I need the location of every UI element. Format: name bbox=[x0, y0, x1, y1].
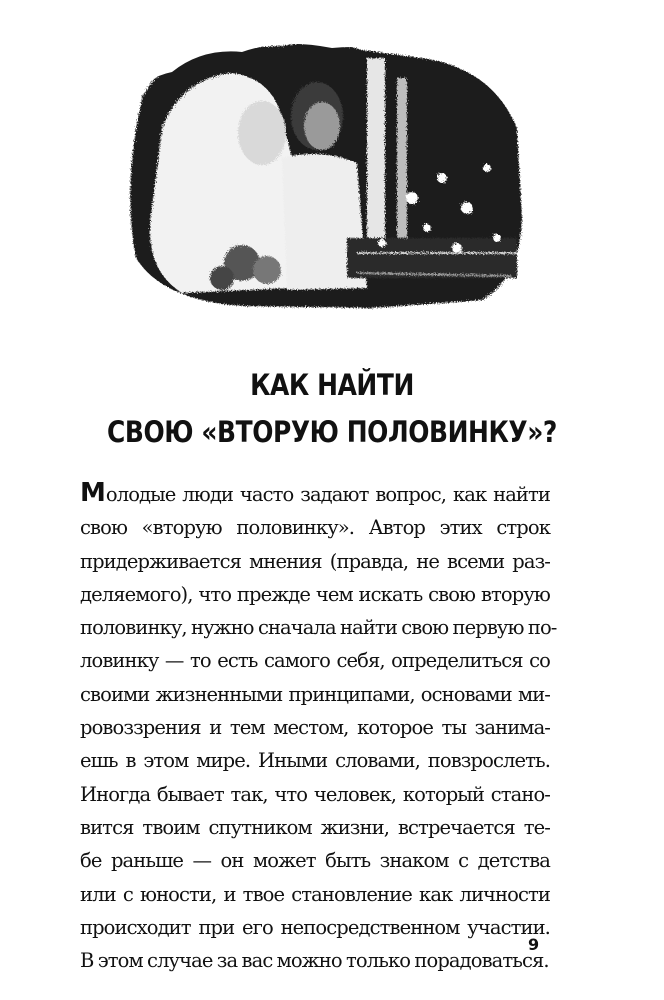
text-line-10: Иногда бывает так, что человек, который стано- bbox=[80, 782, 550, 806]
text-line-14: происходит при его непосредственном участии. bbox=[80, 915, 550, 939]
chapter-title bbox=[46, 362, 617, 456]
text-line-7: своими жизненными принципами, основами ми- bbox=[80, 682, 550, 706]
couple-church-illustration bbox=[122, 38, 532, 313]
text-line-9: ешь в этом мире. Иными словами, повзрослеть. bbox=[80, 749, 550, 773]
body-paragraph bbox=[80, 477, 557, 977]
text-line-11: вится твоим спутником жизни, встречается те- bbox=[80, 815, 550, 839]
dropcap: М bbox=[80, 478, 106, 508]
text-line-8: ровоззрения и тем местом, которое ты занима- bbox=[80, 716, 550, 740]
text-line-12: бе раньше — он может быть знаком с детства bbox=[80, 849, 550, 873]
text-line-2: свою «вторую половинку». Автор этих строк bbox=[80, 516, 550, 540]
chapter-title-line-1: КАК НАЙТИ bbox=[250, 368, 414, 402]
text-line-6: ловинку — то есть самого себя, определиться со bbox=[80, 649, 550, 673]
text-line-1-rest: олодые люди часто задают вопрос, как найти bbox=[105, 483, 550, 506]
text-line-1 bbox=[80, 477, 550, 511]
text-line-15: В этом случае за вас можно только порадоваться. bbox=[80, 949, 549, 973]
text-line-3: придерживается мнения (правда, не всеми раз- bbox=[80, 549, 550, 573]
chapter-title-line-2: СВОЮ «ВТОРУЮ ПОЛОВИНКУ»? bbox=[107, 415, 557, 449]
text-line-5: половинку, нужно сначала найти свою первую по- bbox=[80, 616, 557, 640]
text-line-4: деляемого), что прежде чем искать свою вторую bbox=[80, 582, 550, 606]
text-line-13: или с юности, и твое становление как личности bbox=[80, 882, 550, 906]
couple-church-sketch-icon bbox=[122, 38, 532, 313]
page-number: 9 bbox=[528, 935, 540, 954]
